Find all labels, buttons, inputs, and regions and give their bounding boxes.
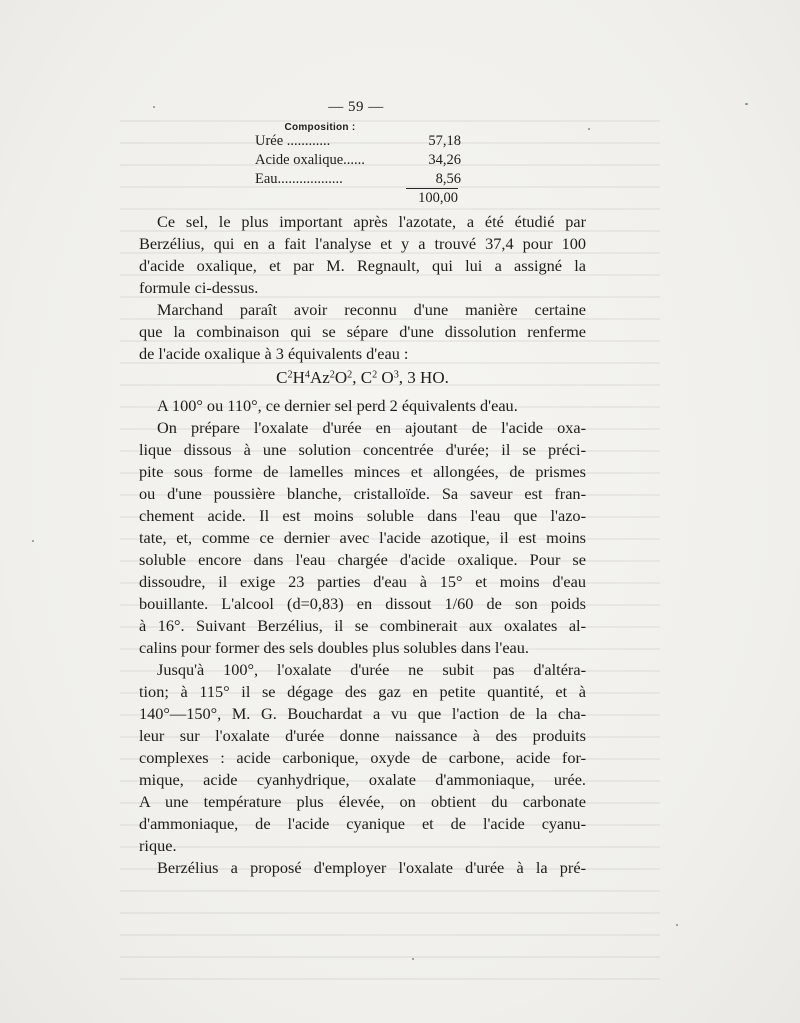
text-line: dissoudre, il exige 23 parties d'eau à 15° et moins d'eau xyxy=(139,572,586,591)
text-line: chement acide. Il est moins soluble dans l'eau que l'azo- xyxy=(139,506,586,525)
text-line: 140°—150°, M. G. Bouchardat a vu que l'action de la cha- xyxy=(139,704,586,723)
chemical-formula xyxy=(0,367,725,389)
composition-row xyxy=(255,132,461,151)
text-line: Berzélius, qui en a fait l'analyse et y a trouvé 37,4 pour 100 xyxy=(139,234,586,253)
text-line: pite sous forme de lamelles minces et allongées, de prismes xyxy=(139,462,586,481)
speck xyxy=(745,103,748,105)
formula-part: C xyxy=(276,368,288,387)
composition-row xyxy=(255,170,461,189)
composition-total: 100,00 xyxy=(418,190,458,206)
text-line: tate, et, comme ce dernier avec l'acide azotique, il est moins xyxy=(139,528,586,547)
formula-sub: 2 xyxy=(347,369,353,381)
composition-label: Urée ............ xyxy=(255,133,331,149)
text-line: tion; à 115° il se dégage des gaz en petite quantité, et à xyxy=(139,682,586,701)
text-line: rique. xyxy=(139,836,177,855)
formula-part: C xyxy=(360,368,373,387)
text-line: complexes : acide carbonique, oxyde de carbone, acide for- xyxy=(139,748,586,767)
composition-table xyxy=(255,132,461,189)
speck xyxy=(153,106,155,108)
formula-part: O xyxy=(377,368,394,387)
text-line: ou d'une poussière blanche, cristalloïde. Sa saveur est fran- xyxy=(139,484,586,503)
text-line: A une température plus élevée, on obtient du carbonate xyxy=(139,792,586,811)
composition-label: Eau.................. xyxy=(255,171,343,187)
text-line: leur sur l'oxalate d'urée donne naissance à des produits xyxy=(139,726,586,745)
speck xyxy=(32,540,34,542)
speck xyxy=(412,958,414,960)
text-line: On prépare l'oxalate d'urée en ajoutant de l'acide oxa- xyxy=(157,418,586,437)
text-line: lique dissous à une solution concentrée d'urée; il se préci- xyxy=(139,440,586,459)
formula-part: O xyxy=(334,368,348,387)
composition-value: 57,18 xyxy=(428,133,461,149)
text-line: Marchand paraît avoir reconnu d'une manière certaine xyxy=(157,300,586,319)
formula-part: , xyxy=(352,368,361,387)
composition-heading: Composition : xyxy=(284,122,356,133)
text-line: Jusqu'à 100°, l'oxalate d'urée ne subit pas d'altéra- xyxy=(157,660,586,679)
text-line: que la combinaison qui se sépare d'une dissolution renferme xyxy=(139,322,586,341)
composition-value: 34,26 xyxy=(428,152,461,168)
text-line: Ce sel, le plus important après l'azotate, a été étudié par xyxy=(157,212,586,231)
composition-row xyxy=(255,151,461,170)
text-line: formule ci-dessus. xyxy=(139,278,259,297)
formula-sub: 3 xyxy=(393,369,399,381)
formula-sub: 4 xyxy=(304,369,310,381)
text-line: A 100° ou 110°, ce dernier sel perd 2 équivalents d'eau. xyxy=(157,396,518,415)
text-line: d'ammoniaque, de l'acide cyanique et de l'acide cyanu- xyxy=(139,814,586,833)
composition-value: 8,56 xyxy=(435,171,461,187)
formula-part: , 3 HO. xyxy=(398,368,449,387)
text-line: à 16°. Suivant Berzélius, il se combinerait aux oxalates al- xyxy=(139,616,586,635)
speck xyxy=(676,924,678,926)
text-line: soluble encore dans l'eau chargée d'acide oxalique. Pour se xyxy=(139,550,586,569)
speck xyxy=(588,128,590,130)
text-line: bouillante. L'alcool (d=0,83) en dissout 1/60 de son poids xyxy=(139,594,586,613)
text-line: de l'acide oxalique à 3 équivalents d'eau : xyxy=(139,344,409,363)
formula-part: Az xyxy=(309,368,330,387)
formula-sub: 2 xyxy=(372,369,378,381)
formula-part: H xyxy=(292,368,305,387)
composition-label: Acide oxalique...... xyxy=(255,152,365,168)
text-line: calins pour former des sels doubles plus solubles dans l'eau. xyxy=(139,638,529,657)
text-line: d'acide oxalique, et par M. Regnault, qui lui a assigné la xyxy=(139,256,586,275)
text-line: mique, acide cyanhydrique, oxalate d'ammoniaque, urée. xyxy=(139,770,586,789)
formula-sub: 2 xyxy=(287,369,293,381)
formula-sub: 2 xyxy=(329,369,335,381)
text-line: Berzélius a proposé d'employer l'oxalate d'urée à la pré- xyxy=(157,858,586,877)
page-number: — 59 — xyxy=(328,99,384,115)
